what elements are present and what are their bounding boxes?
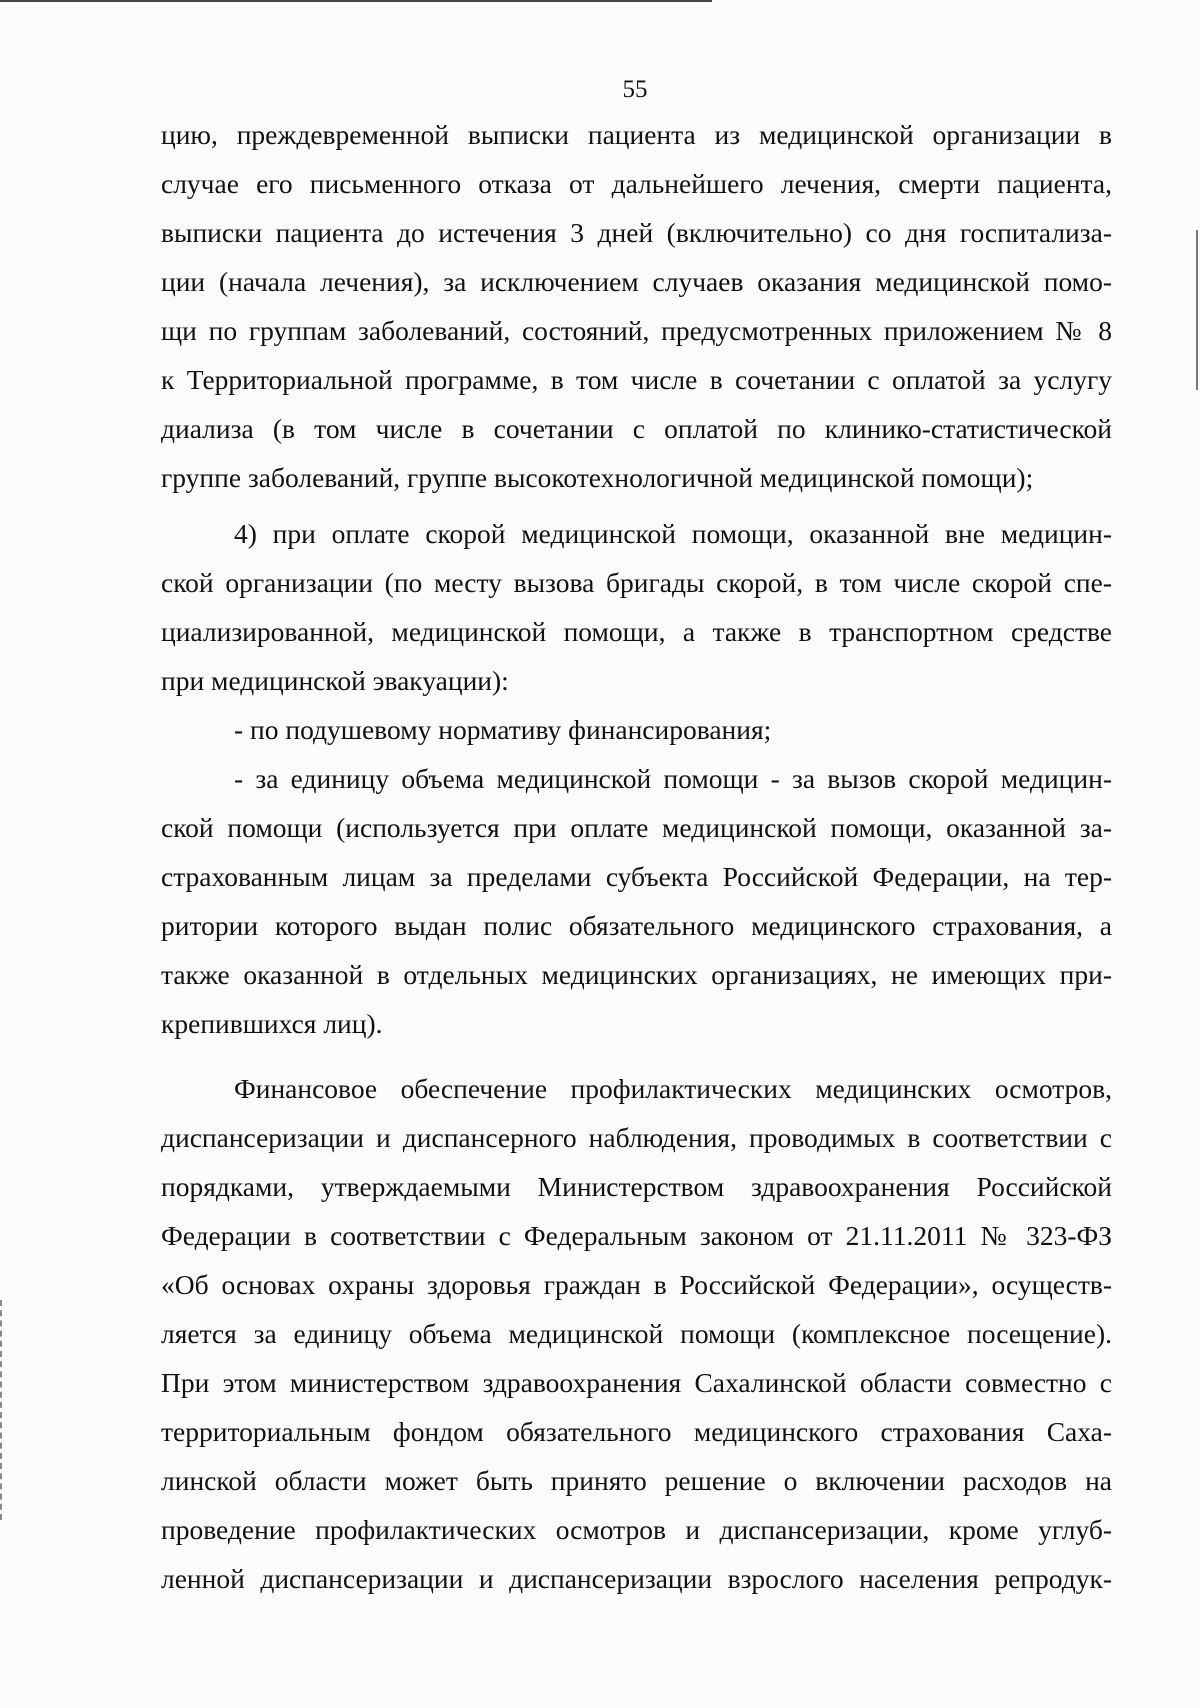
text-line: диализа (в том числе в сочетании с оплатой по клинико-статистической bbox=[161, 413, 1112, 444]
text-line: ритории которого выдан полис обязательного медицинского страхования, а bbox=[161, 910, 1112, 941]
text-line: проведение профилактических осмотров и диспансеризации, кроме углуб- bbox=[161, 1514, 1112, 1545]
text-line: к Территориальной программе, в том числе в сочетании с оплатой за услугу bbox=[161, 364, 1112, 395]
text-line: ленной диспансеризации и диспансеризации взрослого населения репродук- bbox=[161, 1563, 1112, 1594]
text-line: циализированной, медицинской помощи, а также в транспортном средстве bbox=[161, 616, 1112, 647]
text-line: Финансовое обеспечение профилактических медицинских осмотров, bbox=[234, 1073, 1112, 1104]
body-text bbox=[161, 110, 1112, 1603]
text-line: территориальным фондом обязательного медицинского страхования Саха- bbox=[161, 1416, 1112, 1447]
text-line: ции (начала лечения), за исключением случаев оказания медицинской помо- bbox=[161, 266, 1112, 297]
paragraph-5 bbox=[161, 1064, 1112, 1603]
text-line: «Об основах охраны здоровья граждан в Российской Федерации», осуществ- bbox=[161, 1269, 1112, 1300]
text-line: крепившихся лиц). bbox=[161, 1008, 383, 1039]
text-line: 4) при оплате скорой медицинской помощи, оказанной вне медицин- bbox=[234, 518, 1112, 549]
text-line: страхованным лицам за пределами субъекта Российской Федерации, на тер- bbox=[161, 861, 1112, 892]
page-number: 55 bbox=[622, 76, 648, 103]
paragraph-1 bbox=[161, 110, 1112, 502]
text-line: ской организации (по месту вызова бригады скорой, в том числе скорой спе- bbox=[161, 567, 1112, 598]
paragraph-2 bbox=[161, 509, 1112, 705]
text-line: - за единицу объема медицинской помощи - за вызов скорой медицин- bbox=[234, 763, 1112, 794]
scan-top-edge bbox=[0, 0, 712, 2]
text-line: линской области может быть принято решение о включении расходов на bbox=[161, 1465, 1112, 1496]
text-line: При этом министерством здравоохранения Сахалинской области совместно с bbox=[161, 1367, 1112, 1398]
text-line: выписки пациента до истечения 3 дней (включительно) со дня госпитализа- bbox=[161, 217, 1112, 248]
text-line: ской помощи (используется при оплате медицинской помощи, оказанной за- bbox=[161, 812, 1112, 843]
text-line: также оказанной в отдельных медицинских организациях, не имеющих при- bbox=[161, 959, 1112, 990]
text-line: порядками, утверждаемыми Министерством здравоохранения Российской bbox=[161, 1171, 1112, 1202]
scan-left-edge bbox=[0, 1300, 2, 1520]
text-line: группе заболеваний, группе высокотехнологичной медицинской помощи); bbox=[161, 462, 1034, 493]
text-line: щи по группам заболеваний, состояний, предусмотренных приложением № 8 bbox=[161, 315, 1112, 346]
text-line: ляется за единицу объема медицинской помощи (комплексное посещение). bbox=[161, 1318, 1112, 1349]
text-line: при медицинской эвакуации): bbox=[161, 665, 509, 696]
text-line: цию, преждевременной выписки пациента из медицинской организации в bbox=[161, 119, 1112, 150]
scan-right-edge bbox=[1196, 230, 1198, 390]
text-line: - по подушевому нормативу финансирования; bbox=[234, 714, 772, 745]
paragraph-3 bbox=[161, 705, 1112, 754]
text-line: Федерации в соответствии с Федеральным законом от 21.11.2011 № 323-ФЗ bbox=[161, 1220, 1112, 1251]
paragraph-4 bbox=[161, 754, 1112, 1048]
text-line: случае его письменного отказа от дальнейшего лечения, смерти пациента, bbox=[161, 168, 1112, 199]
text-line: диспансеризации и диспансерного наблюдения, проводимых в соответствии с bbox=[161, 1122, 1112, 1153]
